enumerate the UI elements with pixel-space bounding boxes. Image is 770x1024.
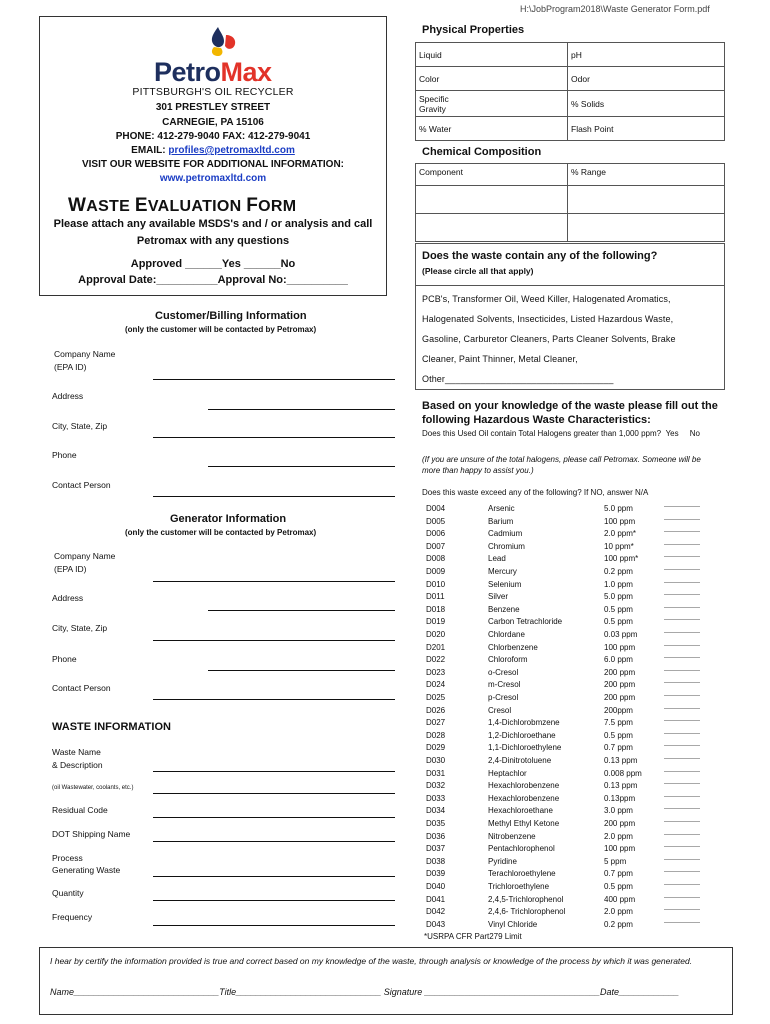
unsure-note-1: (If you are unsure of the total halogens, please call Petromax. Someone will be <box>422 455 701 464</box>
generator-company-input[interactable] <box>153 581 395 582</box>
haz-answer[interactable]: ------------------ <box>664 529 700 536</box>
haz-answer[interactable]: ------------------ <box>664 856 700 863</box>
contains-line-2[interactable]: Halogenated Solvents, Insecticides, Listed Hazardous Waste, <box>422 314 674 324</box>
generator-title: Generator Information <box>170 513 287 525</box>
specific-label: Specific <box>419 93 449 104</box>
contains-title: Does the waste contain any of the following? <box>422 250 658 262</box>
haz-code: D025 <box>426 693 446 702</box>
haz-code: D029 <box>426 743 446 753</box>
title-f: F <box>246 195 259 216</box>
haz-answer[interactable]: ------------------ <box>664 768 700 775</box>
haz-code: D020 <box>426 630 446 639</box>
range-input[interactable] <box>568 186 725 214</box>
haz-limit: 2.0 ppm* <box>604 529 637 539</box>
haz-answer[interactable]: ------------------ <box>664 819 700 825</box>
ph-cell[interactable]: pH <box>568 43 725 67</box>
haz-limit: 100 ppm <box>604 642 636 652</box>
component-input[interactable] <box>416 186 568 214</box>
waste-description-label: & Description <box>52 760 103 770</box>
quantity-input[interactable] <box>153 900 395 901</box>
haz-code: D027 <box>426 718 446 728</box>
haz-name: Benzene <box>488 604 520 614</box>
haz-code: D034 <box>426 806 446 816</box>
haz-answer[interactable]: ------------------ <box>664 630 700 636</box>
customer-contact-input[interactable] <box>153 496 395 497</box>
haz-answer[interactable]: ------------------ <box>664 730 700 737</box>
haz-limit: 400 ppm <box>604 894 636 904</box>
haz-answer[interactable]: ------------------ <box>664 894 700 901</box>
haz-code: D032 <box>426 781 446 791</box>
haz-answer[interactable]: ------------------ <box>664 793 700 800</box>
exceed-question: Does this waste exceed any of the following? If NO, answer N/A <box>422 488 649 497</box>
website-link[interactable]: www.petromaxltd.com <box>159 173 267 184</box>
customer-phone-label: Phone <box>52 450 77 460</box>
haz-name: Pentachlorophenol <box>488 844 555 854</box>
certification-text: I hear by certify the information provided is true and correct based on my knowledge of the waste, through analysis or knowledge of the process by which it was generated. <box>50 956 693 966</box>
haz-code: D039 <box>426 869 446 879</box>
haz-answer[interactable]: ------------------ <box>664 806 700 813</box>
unsure-note-2: more than happy to assist you.) <box>422 466 534 475</box>
contains-box <box>415 243 725 390</box>
haz-limit: 0.5 ppm <box>604 882 633 891</box>
generator-address-label: Address <box>52 593 84 603</box>
oil-note: (oil Wastewater, coolants, etc.) <box>52 785 134 791</box>
generator-contact-label: Contact Person <box>52 683 111 693</box>
street-address: 301 PRESTLEY STREET <box>155 102 271 113</box>
haz-limit: 0.5 ppm <box>604 604 633 614</box>
halogens-text: Does this Used Oil contain Total Halogens greater than 1,000 ppm? <box>422 429 662 438</box>
contains-line-3[interactable]: Gasoline, Carburetor Cleaners, Parts Cleaner Solvents, Brake <box>422 334 676 344</box>
chemical-title: Chemical Composition <box>422 146 542 158</box>
customer-epa-label: (EPA ID) <box>54 362 87 372</box>
customer-city-input[interactable] <box>153 437 395 438</box>
color-cell[interactable]: Color <box>416 67 568 91</box>
haz-limit: 5.0 ppm <box>604 592 633 602</box>
haz-code: D004 <box>426 504 446 513</box>
haz-code: D005 <box>426 516 446 526</box>
haz-name: 2,4,6- Trichlorophenol <box>488 907 566 917</box>
customer-company-input[interactable] <box>153 379 395 380</box>
haz-code: D035 <box>426 819 446 828</box>
haz-name: 1,4-Dichlorobmzene <box>488 718 560 728</box>
gravity-label: Gravity <box>419 103 446 114</box>
halogens-question <box>422 428 700 440</box>
generator-company-label: Company Name <box>54 551 116 561</box>
haz-code: D043 <box>426 919 446 929</box>
haz-name: o-Cresol <box>488 667 519 677</box>
haz-name: Arsenic <box>488 504 515 513</box>
haz-answer[interactable]: ------------------ <box>664 756 700 762</box>
customer-address-input[interactable] <box>208 409 395 410</box>
waste-description-input[interactable] <box>153 793 395 794</box>
haz-answer[interactable]: ------------------ <box>664 919 700 926</box>
haz-answer[interactable]: ------------------ <box>664 844 700 851</box>
file-path: H:\JobProgram2018\Waste Generator Form.pdf <box>520 4 710 14</box>
physical-title: Physical Properties <box>422 24 525 36</box>
haz-answer[interactable]: ------------------ <box>664 617 700 624</box>
generator-note: (only the customer will be contacted by Petromax) <box>125 528 317 537</box>
visit-website-text: VISIT OUR WEBSITE FOR ADDITIONAL INFORMATION: <box>81 159 345 170</box>
usrpa-footnote: *USRPA CFR Part279 Limit <box>424 932 522 941</box>
generator-city-label: City, State, Zip <box>52 623 108 633</box>
haz-limit: 3.0 ppm <box>604 806 633 816</box>
haz-limit: 200 ppm <box>604 819 636 828</box>
haz-code: D009 <box>426 567 446 576</box>
msds-note-2: Petromax with any questions <box>136 235 290 247</box>
haz-code: D023 <box>426 667 446 677</box>
haz-code: D006 <box>426 529 446 539</box>
haz-code: D022 <box>426 655 446 665</box>
customer-company-label: Company Name <box>54 349 116 359</box>
specific-gravity-cell[interactable] <box>416 91 568 117</box>
haz-limit: 0.13ppm <box>604 793 636 803</box>
haz-answer[interactable]: ------------------ <box>664 592 700 599</box>
email-link[interactable]: profiles@petromaxltd.com <box>168 145 295 156</box>
haz-limit: 100 ppm* <box>604 554 639 564</box>
haz-name: Cresol <box>488 705 512 715</box>
haz-limit: 7.5 ppm <box>604 718 633 728</box>
haz-answer[interactable]: ------------------ <box>664 567 700 573</box>
haz-name: Pyridine <box>488 856 517 866</box>
haz-answer[interactable]: ------------------ <box>664 907 700 914</box>
generator-phone-label: Phone <box>52 654 77 664</box>
customer-contact-label: Contact Person <box>52 480 111 490</box>
haz-limit: 200 ppm <box>604 693 636 702</box>
email-label: EMAIL: <box>131 145 166 156</box>
haz-limit: 200 ppm <box>604 680 636 690</box>
city-address: CARNEGIE, PA 15106 <box>162 117 264 128</box>
title-aste: ASTE <box>86 198 135 215</box>
title-w: W <box>68 195 87 216</box>
haz-code: D024 <box>426 680 446 690</box>
haz-answer[interactable]: ------------------ <box>664 579 700 586</box>
haz-limit: 5 ppm <box>604 856 627 866</box>
haz-name: 1,2-Dichloroethane <box>488 730 556 740</box>
haz-code: D028 <box>426 730 446 740</box>
range-input[interactable] <box>568 214 725 242</box>
haz-answer[interactable]: ------------------ <box>664 831 700 838</box>
customer-phone-input[interactable] <box>208 466 395 467</box>
waste-name-input[interactable] <box>153 771 395 772</box>
haz-name: 2,4,5-Trichlorophenol <box>488 894 564 904</box>
knowledge-title-1: Based on your knowledge of the waste please fill out the <box>422 400 718 412</box>
haz-name: Chlorbenzene <box>488 642 538 652</box>
haz-name: Vinyl Chloride <box>488 919 538 929</box>
haz-code: D026 <box>426 705 446 715</box>
haz-name: 1,1-Dichloroethylene <box>488 743 562 753</box>
haz-code: D030 <box>426 756 446 765</box>
haz-code: D031 <box>426 768 446 778</box>
haz-limit: 0.2 ppm <box>604 919 633 929</box>
msds-note-1: Please attach any available MSDS's and / or analysis and call <box>53 218 373 230</box>
company-header-box <box>39 16 387 296</box>
haz-code: D019 <box>426 617 446 627</box>
haz-limit: 0.13 ppm <box>604 756 638 765</box>
haz-limit: 2.0 ppm <box>604 831 633 841</box>
haz-answer[interactable]: ------------------ <box>664 781 700 788</box>
haz-code: D010 <box>426 579 446 589</box>
tagline: PITTSBURGH'S OIL RECYCLER <box>132 86 294 98</box>
haz-limit: 6.0 ppm <box>604 655 633 665</box>
haz-code: D037 <box>426 844 446 854</box>
haz-limit: 0.5 ppm <box>604 617 633 627</box>
haz-name: m-Cresol <box>488 680 521 690</box>
process-input[interactable] <box>153 876 395 877</box>
haz-name: Cadmium <box>488 529 523 539</box>
customer-city-label: City, State, Zip <box>52 421 108 431</box>
haz-code: D036 <box>426 831 446 841</box>
haz-limit: 200 ppm <box>604 667 636 677</box>
haz-name: Selenium <box>488 579 522 589</box>
range-header: % Range <box>568 164 725 186</box>
generator-epa-label: (EPA ID) <box>54 564 87 574</box>
haz-answer[interactable]: ------------------ <box>664 516 700 523</box>
haz-limit: 5.0 ppm <box>604 504 633 513</box>
frequency-label: Frequency <box>52 912 93 922</box>
haz-code: D041 <box>426 894 446 904</box>
haz-answer[interactable]: ------------------ <box>664 554 700 561</box>
contains-line-4[interactable]: Cleaner, Paint Thinner, Metal Cleaner, <box>422 354 578 364</box>
customer-title: Customer/Billing Information <box>155 310 307 322</box>
haz-name: Nitrobenzene <box>488 831 536 841</box>
haz-code: D018 <box>426 604 446 614</box>
haz-name: Chlordane <box>488 630 525 639</box>
haz-name: Methyl Ethyl Ketone <box>488 819 560 828</box>
haz-limit: 200ppm <box>604 705 633 715</box>
haz-name: Chloroform <box>488 655 528 665</box>
customer-address-label: Address <box>52 391 84 401</box>
halogens-no[interactable]: No <box>689 429 700 438</box>
haz-code: D033 <box>426 793 446 803</box>
haz-answer[interactable]: ------------------ <box>664 718 700 725</box>
contains-line-1[interactable]: PCB's, Transformer Oil, Weed Killer, Halogenated Aromatics, <box>422 294 671 304</box>
haz-limit: 10 ppm* <box>604 541 634 551</box>
haz-limit: 0.03 ppm <box>604 630 638 639</box>
contains-note: (Please circle all that apply) <box>422 266 534 276</box>
haz-name: p-Cresol <box>488 693 519 702</box>
contains-other[interactable]: Other_________________________________ <box>422 374 614 384</box>
knowledge-title-2: following Hazardous Waste Characteristics: <box>422 414 651 426</box>
drop-logo-icon <box>204 25 244 57</box>
haz-code: D042 <box>426 907 446 917</box>
haz-code: D201 <box>426 642 446 652</box>
dot-shipping-input[interactable] <box>153 841 395 842</box>
quantity-label: Quantity <box>52 888 84 898</box>
odor-cell[interactable]: Odor <box>568 67 725 91</box>
haz-limit: 1.0 ppm <box>604 579 633 589</box>
solids-cell[interactable]: % Solids <box>568 91 725 117</box>
haz-code: D007 <box>426 541 446 551</box>
haz-name: Hexachlorobenzene <box>488 793 560 803</box>
haz-limit: 0.7 ppm <box>604 869 633 879</box>
haz-limit: 100 ppm <box>604 516 636 526</box>
chemical-composition-table <box>415 163 725 242</box>
haz-limit: 100 ppm <box>604 844 636 854</box>
haz-name: Trichloroethylene <box>488 882 550 891</box>
process-label: Process <box>52 853 83 863</box>
haz-answer[interactable]: ------------------ <box>664 667 700 674</box>
email-line <box>40 144 386 158</box>
haz-code: D008 <box>426 554 446 564</box>
liquid-cell[interactable]: Liquid <box>416 43 568 67</box>
haz-answer[interactable]: ------------------ <box>664 541 700 548</box>
haz-answer[interactable]: ------------------ <box>664 504 700 510</box>
water-cell[interactable]: % Water <box>416 117 568 141</box>
certification-box <box>39 947 733 1015</box>
approved-line: Approved ______Yes ______No <box>130 258 296 270</box>
haz-name: Silver <box>488 592 509 602</box>
haz-limit: 0.2 ppm <box>604 567 633 576</box>
haz-name: Carbon Tetrachloride <box>488 617 563 627</box>
haz-answer[interactable]: ------------------ <box>664 642 700 649</box>
approval-date-line: Approval Date:__________Approval No:__________ <box>78 274 348 286</box>
haz-name: Chromium <box>488 541 525 551</box>
generator-phone-input[interactable] <box>208 670 395 671</box>
waste-name-label: Waste Name <box>52 747 101 757</box>
haz-answer[interactable]: ------------------ <box>664 604 700 611</box>
contains-header <box>416 244 724 286</box>
brand-petro: Petro <box>154 57 221 87</box>
haz-answer[interactable]: ------------------ <box>664 882 700 888</box>
haz-answer[interactable]: ------------------ <box>664 869 700 876</box>
phone-fax: PHONE: 412-279-9040 FAX: 412-279-9041 <box>115 131 311 142</box>
generator-city-input[interactable] <box>153 640 395 641</box>
brand-max: Max <box>220 57 272 87</box>
residual-code-input[interactable] <box>153 817 395 818</box>
haz-answer[interactable]: ------------------ <box>664 705 700 712</box>
generating-waste-label: Generating Waste <box>52 865 121 875</box>
haz-limit: 0.7 ppm <box>604 743 633 753</box>
haz-answer[interactable]: ------------------ <box>664 693 700 699</box>
haz-code: D040 <box>426 882 446 891</box>
haz-limit: 0.008 ppm <box>604 768 642 778</box>
haz-name: Lead <box>488 554 506 564</box>
haz-code: D038 <box>426 856 446 866</box>
haz-answer[interactable]: ------------------ <box>664 655 700 662</box>
waste-info-title: WASTE INFORMATION <box>52 721 171 733</box>
haz-name: Mercury <box>488 567 517 576</box>
title-orm: ORM <box>258 198 297 215</box>
haz-name: Barium <box>488 516 514 526</box>
physical-properties-table <box>415 42 725 141</box>
customer-note: (only the customer will be contacted by Petromax) <box>125 325 317 334</box>
haz-limit: 2.0 ppm <box>604 907 633 917</box>
haz-name: Heptachlor <box>488 768 527 778</box>
halogens-yes[interactable]: Yes <box>665 429 679 438</box>
flash-point-cell[interactable]: Flash Point <box>568 117 725 141</box>
haz-name: Hexachloroethane <box>488 806 553 816</box>
title-valuation: VALUATION <box>147 198 247 215</box>
haz-name: Hexachlorobenzene <box>488 781 560 791</box>
generator-contact-input[interactable] <box>153 699 395 700</box>
form-title <box>68 195 296 217</box>
generator-address-input[interactable] <box>208 610 395 611</box>
haz-answer[interactable]: ------------------ <box>664 743 700 750</box>
haz-limit: 0.5 ppm <box>604 730 633 740</box>
component-input[interactable] <box>416 214 568 242</box>
signature-line[interactable]: Name_____________________________Title_____________________________ Signature ___________________________________Date____________ <box>50 987 680 997</box>
haz-name: Terachloroethylene <box>488 869 556 879</box>
component-header: Component <box>416 164 568 186</box>
title-e: E <box>134 195 148 216</box>
haz-name: 2,4-Dinitrotoluene <box>488 756 552 765</box>
dot-shipping-label: DOT Shipping Name <box>52 829 131 839</box>
haz-code: D011 <box>426 592 445 602</box>
haz-limit: 0.13 ppm <box>604 781 638 791</box>
haz-answer[interactable]: ------------------ <box>664 680 700 687</box>
frequency-input[interactable] <box>153 925 395 926</box>
residual-code-label: Residual Code <box>52 805 108 815</box>
